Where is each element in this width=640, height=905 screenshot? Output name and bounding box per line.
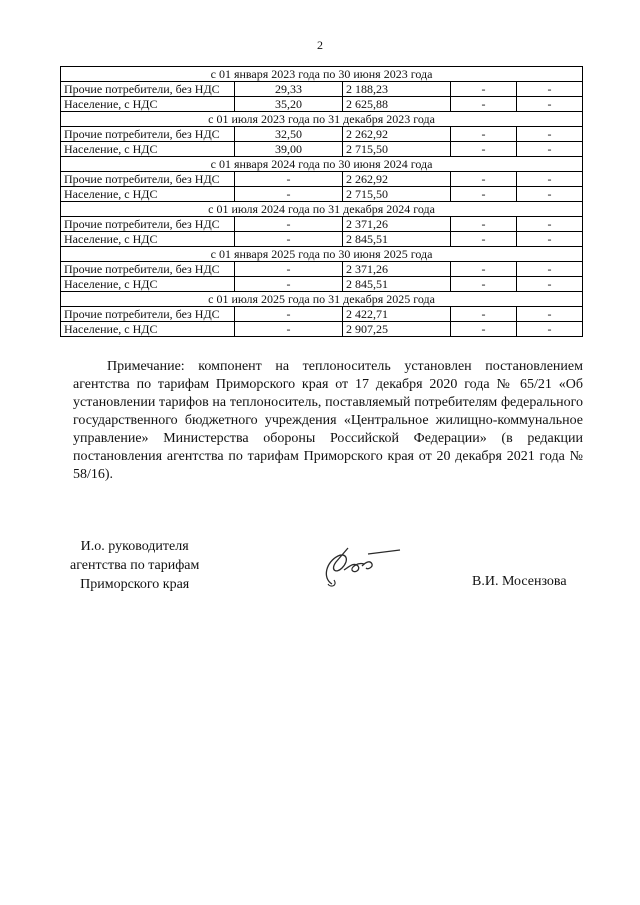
consumer-cell: Прочие потребители, без НДС <box>61 217 235 232</box>
consumer-cell: Население, с НДС <box>61 187 235 202</box>
table-row <box>61 277 583 292</box>
table-row <box>61 187 583 202</box>
period-row <box>61 202 583 217</box>
value-cell-1: - <box>235 217 343 232</box>
value-cell-4: - <box>517 172 583 187</box>
period-row <box>61 157 583 172</box>
value-cell-4: - <box>517 97 583 112</box>
value-cell-4: - <box>517 232 583 247</box>
consumer-cell: Прочие потребители, без НДС <box>61 262 235 277</box>
value-cell-4: - <box>517 187 583 202</box>
value-cell-3: - <box>451 217 517 232</box>
consumer-cell: Прочие потребители, без НДС <box>61 127 235 142</box>
consumer-cell: Население, с НДС <box>61 232 235 247</box>
consumer-cell: Население, с НДС <box>61 322 235 337</box>
consumer-cell: Население, с НДС <box>61 97 235 112</box>
position-line-2: агентства по тарифам <box>70 558 200 573</box>
value-cell-2: 2 371,26 <box>343 217 451 232</box>
value-cell-3: - <box>451 277 517 292</box>
value-cell-2: 2 371,26 <box>343 262 451 277</box>
value-cell-2: 2 625,88 <box>343 97 451 112</box>
value-cell-2: 2 188,23 <box>343 82 451 97</box>
value-cell-4: - <box>517 307 583 322</box>
position-line-1: И.о. руководителя <box>80 539 189 554</box>
value-cell-1: - <box>235 262 343 277</box>
handwritten-signature <box>318 540 404 590</box>
period-header: с 01 июля 2025 года по 31 декабря 2025 года <box>61 292 583 307</box>
value-cell-3: - <box>451 142 517 157</box>
value-cell-4: - <box>517 322 583 337</box>
tariff-table <box>60 66 583 337</box>
value-cell-1: - <box>235 172 343 187</box>
table-row <box>61 97 583 112</box>
value-cell-1: - <box>235 307 343 322</box>
note-paragraph: Примечание: компонент на теплоноситель установлен постановлением агентства по тарифам Приморского края от 17 декабря 2020 года № 65/21 «Об установлении тарифов на теплоноситель, поставляемый потребителям федерального государственного бюджетного учреждения «Центральное жилищно-коммунальное управление» Министерства обороны Российской Федерации» (в редакции постановления агентства по тарифам Приморского края от 20 декабря 2021 года № 58/16). <box>73 359 583 482</box>
value-cell-3: - <box>451 82 517 97</box>
value-cell-4: - <box>517 262 583 277</box>
value-cell-1: 39,00 <box>235 142 343 157</box>
signer-name: В.И. Мосензова <box>472 574 567 589</box>
period-header: с 01 июля 2024 года по 31 декабря 2024 года <box>61 202 583 217</box>
table-row <box>61 232 583 247</box>
value-cell-4: - <box>517 277 583 292</box>
consumer-cell: Прочие потребители, без НДС <box>61 82 235 97</box>
value-cell-3: - <box>451 307 517 322</box>
value-cell-1: 32,50 <box>235 127 343 142</box>
consumer-cell: Прочие потребители, без НДС <box>61 307 235 322</box>
value-cell-3: - <box>451 127 517 142</box>
table-row <box>61 142 583 157</box>
table-row <box>61 127 583 142</box>
value-cell-1: 35,20 <box>235 97 343 112</box>
period-row <box>61 292 583 307</box>
value-cell-3: - <box>451 322 517 337</box>
value-cell-2: 2 845,51 <box>343 277 451 292</box>
value-cell-2: 2 262,92 <box>343 127 451 142</box>
value-cell-2: 2 715,50 <box>343 142 451 157</box>
value-cell-2: 2 422,71 <box>343 307 451 322</box>
table-row <box>61 217 583 232</box>
value-cell-2: 2 845,51 <box>343 232 451 247</box>
value-cell-3: - <box>451 97 517 112</box>
period-header: с 01 января 2025 года по 30 июня 2025 года <box>61 247 583 262</box>
value-cell-2: 2 715,50 <box>343 187 451 202</box>
value-cell-2: 2 262,92 <box>343 172 451 187</box>
signature-position <box>70 537 199 594</box>
period-row <box>61 247 583 262</box>
consumer-cell: Население, с НДС <box>61 277 235 292</box>
value-cell-4: - <box>517 217 583 232</box>
value-cell-2: 2 907,25 <box>343 322 451 337</box>
tariff-table-body <box>61 67 583 337</box>
value-cell-3: - <box>451 172 517 187</box>
period-row <box>61 67 583 82</box>
value-cell-4: - <box>517 82 583 97</box>
period-header: с 01 января 2024 года по 30 июня 2024 года <box>61 157 583 172</box>
value-cell-1: - <box>235 187 343 202</box>
page-number: 2 <box>317 38 323 52</box>
value-cell-4: - <box>517 142 583 157</box>
consumer-cell: Прочие потребители, без НДС <box>61 172 235 187</box>
table-row <box>61 262 583 277</box>
position-line-3: Приморского края <box>80 577 190 592</box>
value-cell-1: 29,33 <box>235 82 343 97</box>
value-cell-3: - <box>451 262 517 277</box>
value-cell-3: - <box>451 232 517 247</box>
value-cell-4: - <box>517 127 583 142</box>
value-cell-1: - <box>235 277 343 292</box>
table-row <box>61 322 583 337</box>
value-cell-3: - <box>451 187 517 202</box>
period-row <box>61 112 583 127</box>
table-row <box>61 172 583 187</box>
period-header: с 01 июля 2023 года по 31 декабря 2023 года <box>61 112 583 127</box>
value-cell-1: - <box>235 322 343 337</box>
value-cell-1: - <box>235 232 343 247</box>
consumer-cell: Население, с НДС <box>61 142 235 157</box>
period-header: с 01 января 2023 года по 30 июня 2023 года <box>61 67 583 82</box>
table-row <box>61 82 583 97</box>
table-row <box>61 307 583 322</box>
